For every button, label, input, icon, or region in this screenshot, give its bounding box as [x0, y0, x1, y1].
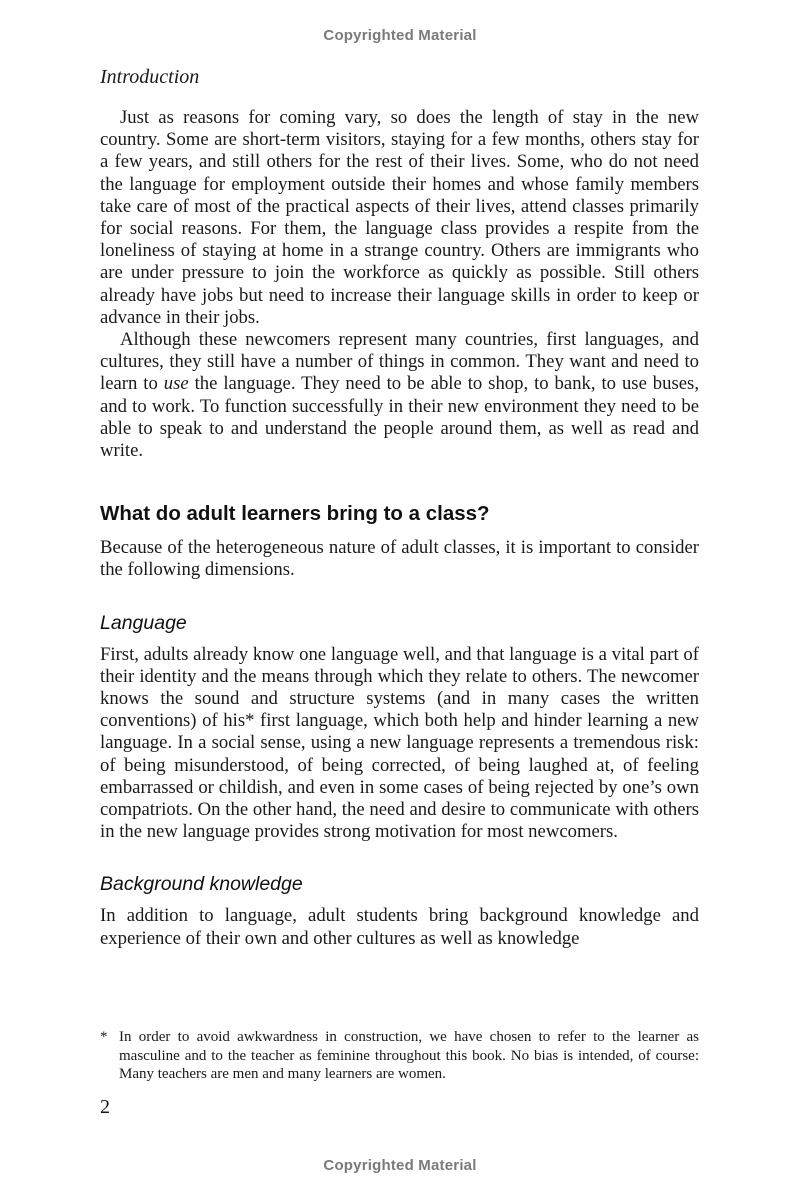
footnote	[100, 1028, 699, 1084]
copyright-watermark-top: Copyrighted Material	[323, 27, 477, 44]
body-paragraph-1: Just as reasons for coming vary, so does the length of stay in the new country. Some are short-term visitors, staying for a few months, others stay for a few years, and still others for the rest of their lives. Some, who do not need the language for employment outside their homes and whose family members take care of most of the practical aspects of their lives, attend classes primarily for social reasons. For them, the language class provides a respite from the loneliness of staying at home in a strange country. Others are immigrants who are under pressure to join the workforce as quickly as possible. Still others already have jobs but need to increase their language skills in order to keep or advance in their jobs.	[100, 107, 699, 328]
section-heading: What do adult learners bring to a class?	[100, 502, 490, 526]
copyright-watermark-bottom: Copyrighted Material	[323, 1157, 477, 1174]
subheading-background-knowledge: Background knowledge	[100, 873, 303, 896]
language-paragraph: First, adults already know one language well, and that language is a vital part of their identity and the means through which they relate to others. The newcomer knows the sound and structure systems (and in many cases the written conventions) of his* first language, which both help and hinder learning a new language. In a social sense, using a new language represents a tremendous risk: of being misunderstood, of being corrected, of being laughed at, of feeling embarrassed or childish, and even in some cases of being rejected by one’s own compatriots. On the other hand, the need and desire to communicate with others in the new language provides strong motivation for most newcomers.	[100, 643, 699, 843]
page-number: 2	[100, 1096, 110, 1118]
background-paragraph: In addition to language, adult students bring background knowledge and experience of their own and other cultures as well as knowledge	[100, 905, 699, 949]
body-paragraph-2-text-a: Although these newcomers represent many countries, first languages, and cultures, they still have a number of things in common. They want and need to learn to	[100, 329, 699, 395]
running-head: Introduction	[100, 66, 200, 88]
body-paragraph-2	[100, 329, 699, 462]
subheading-language: Language	[100, 611, 187, 634]
page-body	[100, 107, 699, 950]
section-intro-paragraph: Because of the heterogeneous nature of adult classes, it is important to consider the following dimensions.	[100, 537, 699, 581]
footnote-text: In order to avoid awkwardness in construction, we have chosen to refer to the learner as masculine and to the teacher as feminine throughout this book. No bias is intended, of course: Many teachers are men and many learners are women.	[119, 1029, 699, 1082]
footnote-marker: *	[100, 1029, 108, 1045]
body-paragraph-2-text-b: the language. They need to be able to shop, to bank, to use buses, and to work. To function successfully in their new environment they need to be able to speak to and understand the people around them, as well as read and write.	[100, 373, 699, 462]
emphasis-use: use	[163, 373, 189, 395]
